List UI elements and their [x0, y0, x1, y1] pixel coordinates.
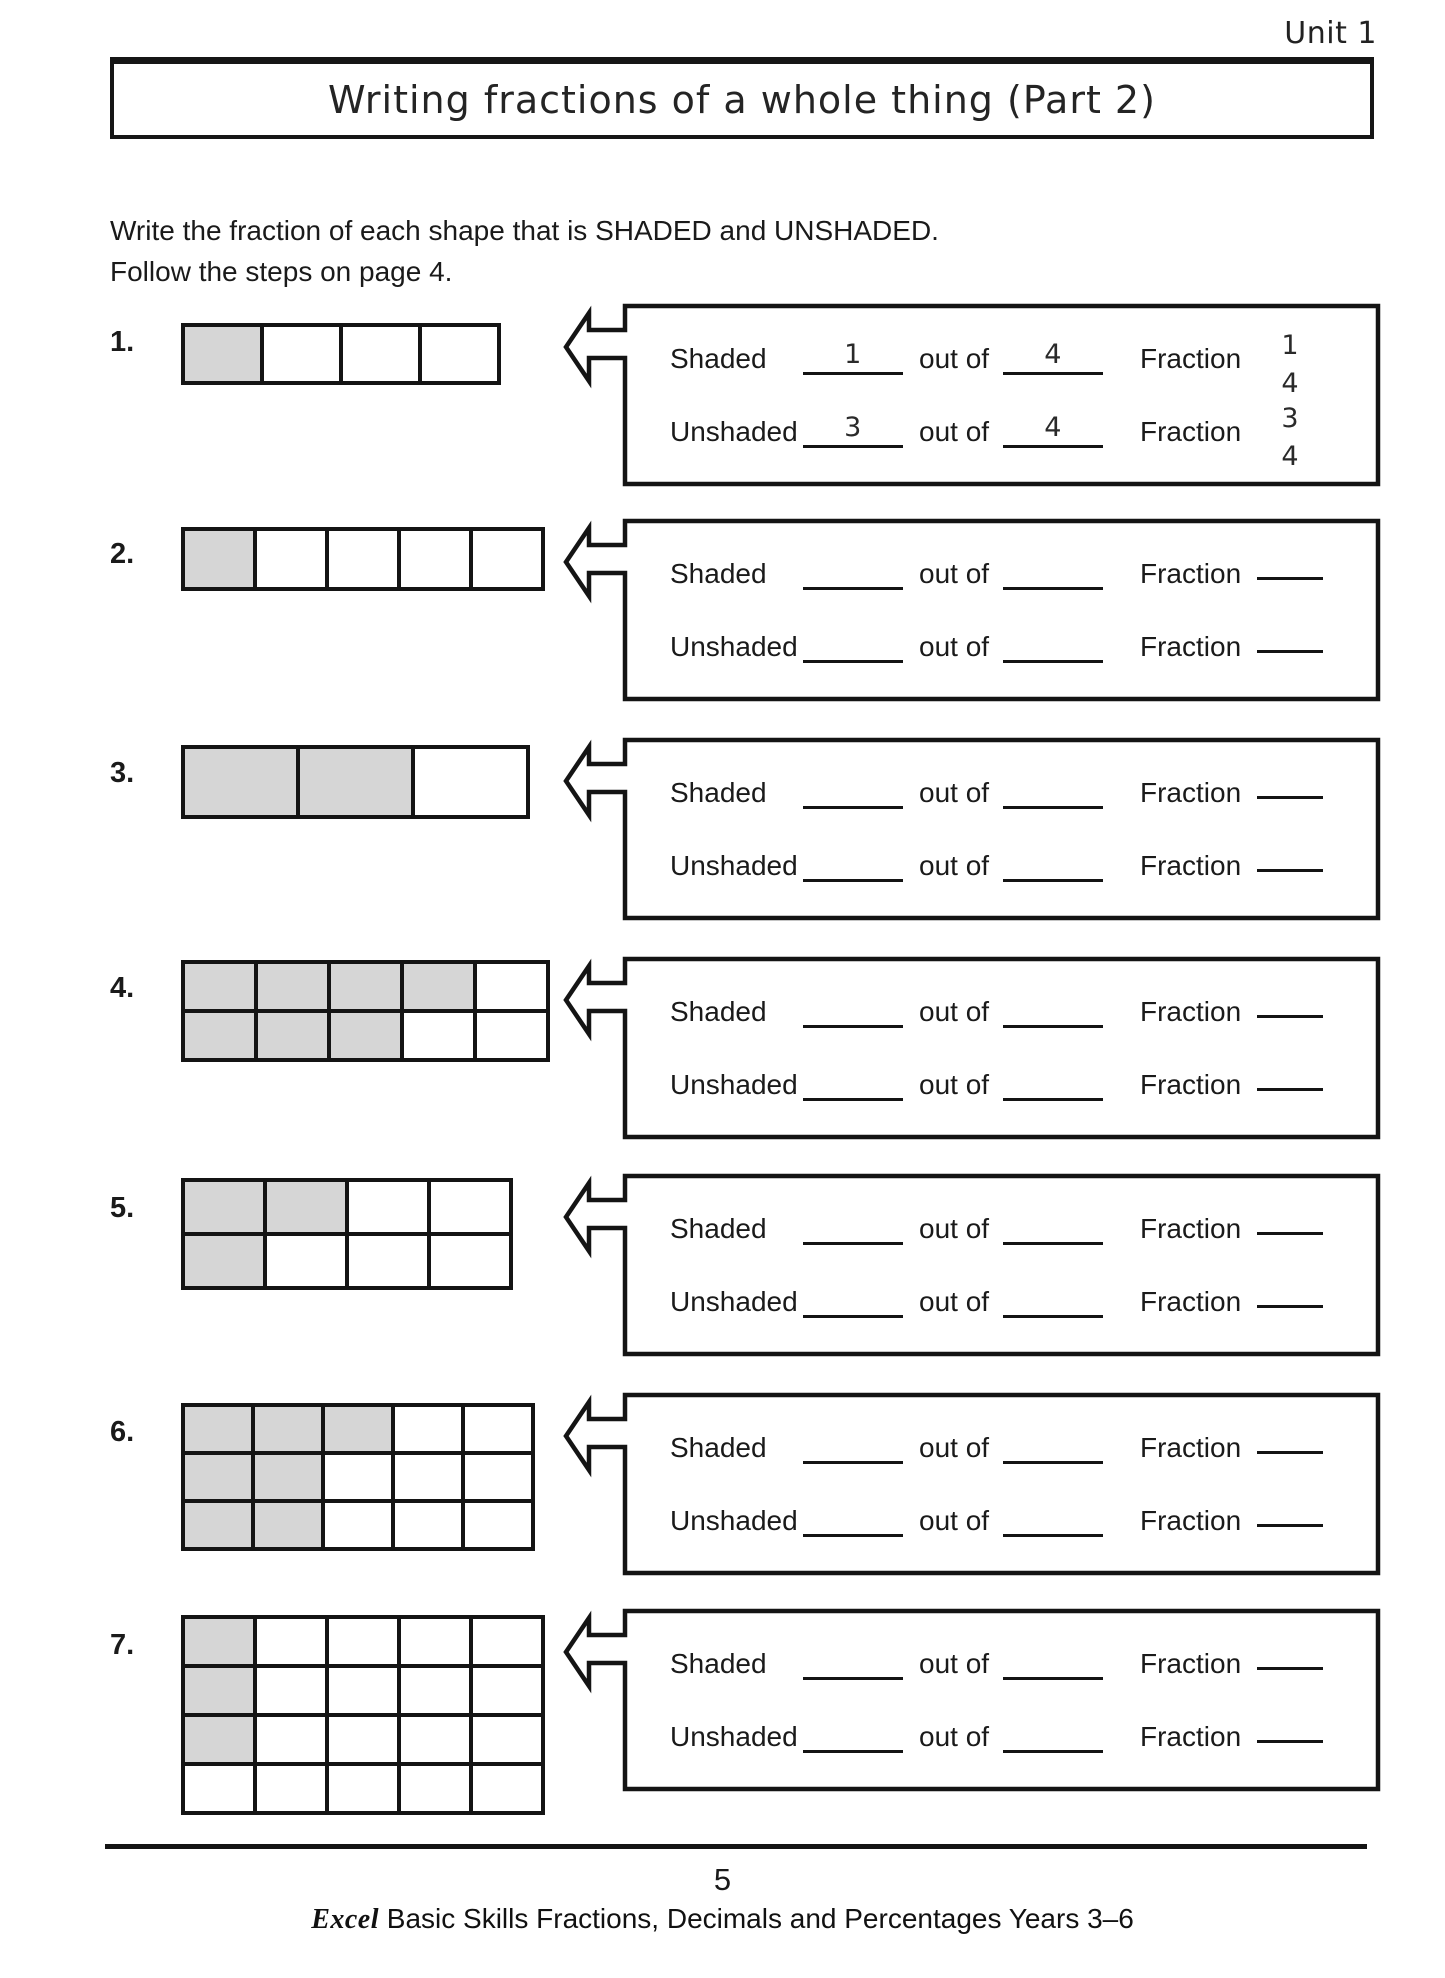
unshaded-count-blank[interactable]: [803, 845, 903, 882]
fraction-group: [1140, 1284, 1323, 1318]
fraction-group: [1140, 629, 1323, 663]
unshaded-label: Unshaded: [670, 1069, 798, 1100]
fraction-label: Fraction: [1140, 1213, 1242, 1244]
shape-cell-unshaded: [402, 1011, 475, 1060]
fraction-bar-empty: [1257, 1667, 1323, 1670]
fraction-bar-empty: [1257, 1451, 1323, 1454]
problem-number: 5.: [110, 1192, 135, 1224]
fraction-bar-empty: [1257, 1740, 1323, 1743]
fraction-answer-slot[interactable]: [1257, 330, 1323, 399]
shape-cell-shaded: [183, 747, 298, 817]
out-of-label: out of: [919, 850, 990, 881]
out-of-label: out of: [919, 558, 990, 589]
answer-box-content: [670, 1392, 1371, 1576]
unshaded-label: Unshaded: [670, 850, 798, 881]
out-of-label: out of: [919, 777, 990, 808]
unshaded-total-blank[interactable]: [1003, 845, 1103, 882]
answer-box: [563, 956, 1383, 1140]
shape-cell-shaded: [183, 529, 255, 589]
shaded-label: Shaded: [670, 996, 767, 1027]
instructions-line-1: Write the fraction of each shape that is SHADED and UNSHADED.: [110, 215, 939, 246]
unshaded-row: [670, 846, 1371, 882]
shaded-total-value: 4: [1044, 339, 1062, 370]
shape-cell-shaded: [183, 962, 256, 1011]
fraction-label: Fraction: [1140, 777, 1242, 808]
fraction-label: Fraction: [1140, 1648, 1242, 1679]
unshaded-total-blank[interactable]: [1003, 411, 1103, 448]
shaded-count-blank[interactable]: [803, 1643, 903, 1680]
answer-box-content: [670, 303, 1371, 487]
unshaded-count-blank[interactable]: [803, 1064, 903, 1101]
problem-number: 2.: [110, 538, 135, 570]
shaded-count-blank[interactable]: [803, 553, 903, 590]
shaded-count-blank[interactable]: [803, 991, 903, 1028]
out-of-label: out of: [919, 1721, 990, 1752]
shape-cell-unshaded: [399, 529, 471, 589]
fraction-bar-empty: [1257, 1088, 1323, 1091]
shaded-total-blank[interactable]: [1003, 772, 1103, 809]
shape-cell-shaded: [298, 747, 413, 817]
shaded-total-blank[interactable]: [1003, 338, 1103, 375]
unshaded-row: [670, 403, 1371, 472]
problem-number: 1.: [110, 326, 135, 358]
shape-cell-shaded: [183, 1234, 265, 1288]
shaded-label: Shaded: [670, 777, 767, 808]
fraction-answer-slot[interactable]: [1257, 994, 1323, 1028]
shape-cell-shaded: [183, 1011, 256, 1060]
shape-cell-unshaded: [399, 1715, 471, 1764]
fraction-answer-slot[interactable]: [1257, 629, 1323, 663]
fraction-answer-slot[interactable]: [1257, 1646, 1323, 1680]
unshaded-count-blank[interactable]: [803, 411, 903, 448]
fraction-bar-empty: [1257, 577, 1323, 580]
fraction-answer-slot[interactable]: [1257, 1211, 1323, 1245]
shape-cell-shaded: [256, 962, 329, 1011]
answer-box-content: [670, 1608, 1371, 1792]
fraction-group: [1140, 994, 1323, 1028]
fraction-bar-empty: [1257, 1305, 1323, 1308]
shaded-count-blank[interactable]: [803, 772, 903, 809]
unshaded-row: [670, 1065, 1371, 1101]
shaded-row: [670, 330, 1371, 399]
fraction-label: Fraction: [1140, 558, 1242, 589]
out-of-label: out of: [919, 1505, 990, 1536]
page-title: Writing fractions of a whole thing (Part 2): [328, 77, 1156, 122]
answer-box-content: [670, 1173, 1371, 1357]
shape-cell-unshaded: [399, 1617, 471, 1666]
shape-cell-shaded: [183, 1666, 255, 1715]
shape-cell-unshaded: [262, 325, 341, 383]
fraction-shape: [181, 745, 530, 819]
shape-cell-unshaded: [413, 747, 528, 817]
unshaded-count-blank[interactable]: [803, 626, 903, 663]
shape-cell-unshaded: [347, 1234, 429, 1288]
shape-cell-shaded: [256, 1011, 329, 1060]
shape-cell-unshaded: [183, 1764, 255, 1813]
shape-cell-shaded: [183, 1405, 253, 1453]
out-of-label: out of: [919, 996, 990, 1027]
shaded-total-blank[interactable]: [1003, 1643, 1103, 1680]
shape-cell-unshaded: [327, 1617, 399, 1666]
shape-cell-unshaded: [471, 1617, 543, 1666]
unshaded-label: Unshaded: [670, 1286, 798, 1317]
unshaded-label: Unshaded: [670, 416, 798, 447]
shaded-label: Shaded: [670, 1648, 767, 1679]
fraction-denominator: 4: [1281, 441, 1299, 472]
fraction-answer-slot[interactable]: [1257, 1719, 1323, 1753]
out-of-label: out of: [919, 416, 990, 447]
shape-cell-unshaded: [327, 1666, 399, 1715]
fraction-shape: [181, 323, 501, 385]
shape-cell-unshaded: [327, 1715, 399, 1764]
shaded-total-blank[interactable]: [1003, 553, 1103, 590]
shaded-row: [670, 1209, 1371, 1245]
unshaded-count-blank[interactable]: [803, 1716, 903, 1753]
shaded-label: Shaded: [670, 1213, 767, 1244]
out-of-label: out of: [919, 1286, 990, 1317]
shape-cell-unshaded: [347, 1180, 429, 1234]
fraction-numerator: 1: [1281, 330, 1299, 361]
shaded-count-blank[interactable]: [803, 338, 903, 375]
problem-number: 4.: [110, 972, 135, 1004]
fraction-group: [1140, 775, 1323, 809]
answer-box: [563, 1608, 1383, 1792]
fraction-bar-empty: [1257, 796, 1323, 799]
fraction-group: [1140, 403, 1323, 472]
shape-cell-shaded: [183, 1501, 253, 1549]
shaded-row: [670, 554, 1371, 590]
unshaded-total-blank[interactable]: [1003, 1500, 1103, 1537]
shape-cell-unshaded: [255, 1666, 327, 1715]
instructions-line-2: Follow the steps on page 4.: [110, 256, 453, 287]
shaded-total-blank[interactable]: [1003, 1208, 1103, 1245]
shape-cell-unshaded: [471, 1764, 543, 1813]
shape-cell-shaded: [183, 1453, 253, 1501]
fraction-bar-empty: [1257, 650, 1323, 653]
fraction-group: [1140, 330, 1323, 399]
shape-cell-unshaded: [393, 1453, 463, 1501]
unshaded-label: Unshaded: [670, 1721, 798, 1752]
shape-cell-shaded: [183, 1180, 265, 1234]
fraction-answer-slot[interactable]: [1257, 403, 1323, 472]
fraction-group: [1140, 1211, 1323, 1245]
problem-number: 7.: [110, 1629, 135, 1661]
shape-cell-unshaded: [393, 1405, 463, 1453]
shape-cell-unshaded: [327, 529, 399, 589]
shape-cell-unshaded: [323, 1453, 393, 1501]
shape-cell-unshaded: [429, 1234, 511, 1288]
fraction-shape: [181, 527, 545, 591]
out-of-label: out of: [919, 1432, 990, 1463]
shaded-row: [670, 1644, 1371, 1680]
fraction-label: Fraction: [1140, 1286, 1242, 1317]
shape-cell-shaded: [402, 962, 475, 1011]
shape-cell-unshaded: [393, 1501, 463, 1549]
fraction-numerator: 3: [1281, 403, 1299, 434]
shaded-row: [670, 773, 1371, 809]
unshaded-total-value: 4: [1044, 412, 1062, 443]
shaded-count-blank[interactable]: [803, 1208, 903, 1245]
answer-box: [563, 1173, 1383, 1357]
fraction-label: Fraction: [1140, 631, 1242, 662]
fraction-answer-slot[interactable]: [1257, 1503, 1323, 1537]
shaded-total-blank[interactable]: [1003, 1427, 1103, 1464]
unshaded-total-blank[interactable]: [1003, 1064, 1103, 1101]
fraction-answer-slot[interactable]: [1257, 556, 1323, 590]
shape-cell-unshaded: [475, 962, 548, 1011]
answer-box-content: [670, 737, 1371, 921]
out-of-label: out of: [919, 1648, 990, 1679]
fraction-group: [1140, 1719, 1323, 1753]
shape-cell-unshaded: [255, 1715, 327, 1764]
shape-cell-unshaded: [463, 1453, 533, 1501]
out-of-label: out of: [919, 631, 990, 662]
fraction-group: [1140, 556, 1323, 590]
fraction-label: Fraction: [1140, 1505, 1242, 1536]
shape-cell-unshaded: [420, 325, 499, 383]
shaded-label: Shaded: [670, 343, 767, 374]
out-of-label: out of: [919, 1069, 990, 1100]
footer-series-name: Excel: [311, 1904, 379, 1935]
answer-box-content: [670, 956, 1371, 1140]
out-of-label: out of: [919, 1213, 990, 1244]
unshaded-count-blank[interactable]: [803, 1500, 903, 1537]
shape-cell-shaded: [329, 1011, 402, 1060]
shape-cell-unshaded: [471, 1666, 543, 1715]
shaded-count-value: 1: [844, 339, 862, 370]
fraction-group: [1140, 1067, 1323, 1101]
fraction-label: Fraction: [1140, 1069, 1242, 1100]
shape-cell-shaded: [329, 962, 402, 1011]
out-of-label: out of: [919, 343, 990, 374]
unshaded-total-blank[interactable]: [1003, 1716, 1103, 1753]
shape-cell-unshaded: [327, 1764, 399, 1813]
footer-series-rest: Basic Skills Fractions, Decimals and Percentages Years 3–6: [379, 1903, 1134, 1934]
shaded-row: [670, 992, 1371, 1028]
shape-cell-unshaded: [463, 1405, 533, 1453]
unshaded-label: Unshaded: [670, 1505, 798, 1536]
shape-cell-shaded: [323, 1405, 393, 1453]
shape-cell-unshaded: [463, 1501, 533, 1549]
unit-label: Unit 1: [1284, 16, 1377, 51]
unshaded-total-blank[interactable]: [1003, 626, 1103, 663]
shape-cell-unshaded: [341, 325, 420, 383]
shaded-label: Shaded: [670, 558, 767, 589]
shaded-total-blank[interactable]: [1003, 991, 1103, 1028]
shape-cell-unshaded: [429, 1180, 511, 1234]
answer-box: [563, 518, 1383, 702]
fraction-answer-slot[interactable]: [1257, 1430, 1323, 1464]
shape-cell-shaded: [253, 1453, 323, 1501]
answer-box: [563, 1392, 1383, 1576]
fraction-answer-slot[interactable]: [1257, 1284, 1323, 1318]
fraction-bar-empty: [1257, 1524, 1323, 1527]
shape-cell-unshaded: [471, 1715, 543, 1764]
fraction-denominator: 4: [1281, 368, 1299, 399]
fraction-bar-empty: [1257, 1232, 1323, 1235]
fraction-group: [1140, 848, 1323, 882]
footer-rule: [105, 1844, 1367, 1849]
shape-cell-shaded: [183, 1715, 255, 1764]
fraction-shape: [181, 960, 550, 1062]
unshaded-row: [670, 627, 1371, 663]
problem-number: 6.: [110, 1416, 135, 1448]
fraction-bar-empty: [1257, 869, 1323, 872]
unshaded-row: [670, 1282, 1371, 1318]
unshaded-count-value: 3: [844, 412, 862, 443]
fraction-group: [1140, 1503, 1323, 1537]
shape-cell-unshaded: [323, 1501, 393, 1549]
shape-cell-shaded: [265, 1180, 347, 1234]
answer-box: [563, 737, 1383, 921]
fraction-label: Fraction: [1140, 1432, 1242, 1463]
answer-box-content: [670, 518, 1371, 702]
unshaded-count-blank[interactable]: [803, 1281, 903, 1318]
instructions: [110, 210, 939, 292]
fraction-label: Fraction: [1140, 416, 1242, 447]
fraction-label: Fraction: [1140, 343, 1242, 374]
fraction-shape: [181, 1403, 535, 1551]
answer-box: [563, 303, 1383, 487]
shaded-label: Shaded: [670, 1432, 767, 1463]
shaded-count-blank[interactable]: [803, 1427, 903, 1464]
unshaded-total-blank[interactable]: [1003, 1281, 1103, 1318]
page-number: 5: [713, 1862, 732, 1897]
fraction-label: Fraction: [1140, 996, 1242, 1027]
unshaded-row: [670, 1717, 1371, 1753]
fraction-group: [1140, 1430, 1323, 1464]
shape-cell-unshaded: [265, 1234, 347, 1288]
fraction-label: Fraction: [1140, 1721, 1242, 1752]
fraction-answer-slot[interactable]: [1257, 775, 1323, 809]
fraction-bar-empty: [1257, 1015, 1323, 1018]
shape-cell-unshaded: [471, 529, 543, 589]
fraction-label: Fraction: [1140, 850, 1242, 881]
shape-cell-shaded: [253, 1405, 323, 1453]
unshaded-label: Unshaded: [670, 631, 798, 662]
fraction-shape: [181, 1178, 513, 1290]
shape-cell-unshaded: [475, 1011, 548, 1060]
title-box: [110, 57, 1374, 139]
fraction-answer-slot[interactable]: [1257, 1067, 1323, 1101]
shape-cell-shaded: [183, 1617, 255, 1666]
fraction-group: [1140, 1646, 1323, 1680]
shape-cell-shaded: [183, 325, 262, 383]
shape-cell-unshaded: [255, 1617, 327, 1666]
shape-cell-unshaded: [255, 1764, 327, 1813]
shape-cell-shaded: [253, 1501, 323, 1549]
shape-cell-unshaded: [399, 1666, 471, 1715]
shape-cell-unshaded: [255, 529, 327, 589]
fraction-shape: [181, 1615, 545, 1815]
unshaded-row: [670, 1501, 1371, 1537]
problem-number: 3.: [110, 757, 135, 789]
footer-text: [0, 1903, 1445, 1936]
fraction-answer-slot[interactable]: [1257, 848, 1323, 882]
shaded-row: [670, 1428, 1371, 1464]
shape-cell-unshaded: [399, 1764, 471, 1813]
